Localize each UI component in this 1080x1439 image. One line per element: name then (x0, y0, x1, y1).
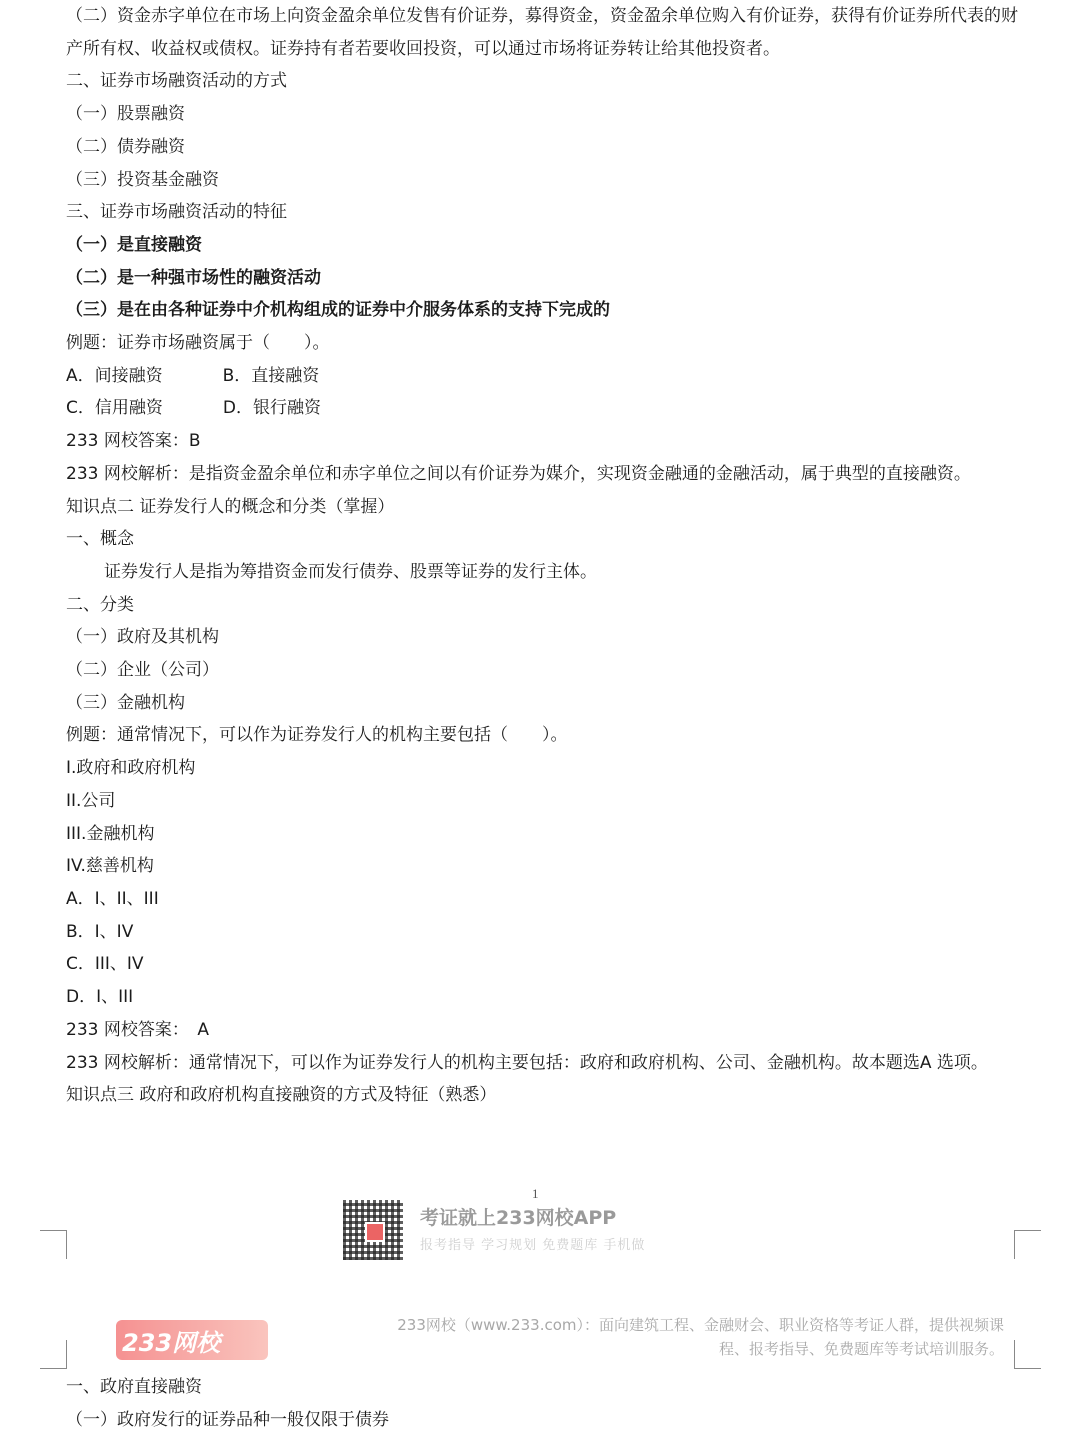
option: C．III、IV (66, 954, 144, 975)
option: A．I、II、III (66, 888, 159, 909)
heading: 二、证券市场融资活动的方式 (66, 71, 287, 92)
list-item: （三）是在由各种证券中介机构组成的证券中介服务体系的支持下完成的 (66, 300, 610, 321)
option-row (66, 360, 1026, 393)
explanation: 233 网校解析：是指资金盈余单位和赤字单位之间以有价证券为媒介，实现资金融通的金融活动，属于典型的直接融资。 (66, 463, 971, 484)
list-item: （二）债券融资 (66, 136, 185, 157)
list-item: （一）政府及其机构 (66, 627, 219, 648)
option: B．I、IV (66, 921, 134, 942)
brand-logo: 233网校 (116, 1320, 268, 1360)
explanation: 233 网校解析：通常情况下，可以作为证券发行人的机构主要包括：政府和政府机构、公司、金融机构。故本题选A 选项。 (66, 1052, 988, 1073)
section-title: 知识点三 政府和政府机构直接融资的方式及特征（熟悉） (66, 1085, 497, 1106)
answer: 233 网校答案：B (66, 431, 201, 452)
list-item: （二）企业（公司） (66, 660, 219, 681)
example-question: 例题：证券市场融资属于（ ）。 (66, 333, 330, 354)
heading: 二、分类 (66, 594, 134, 615)
option: A．间接融资 (66, 365, 163, 386)
option: C．信用融资 (66, 398, 163, 419)
crop-mark (40, 1340, 67, 1369)
list-item: （一）是直接融资 (66, 234, 202, 255)
option: D．I、III (66, 987, 134, 1008)
app-promo-title: 考证就上233网校APP (420, 1207, 617, 1229)
heading: 一、政府直接融资 (66, 1377, 202, 1397)
option-row (66, 392, 1026, 425)
list-item: （三）金融机构 (66, 692, 185, 713)
statement: III.金融机构 (66, 823, 155, 844)
footer-site-description: 233网校（www.233.com）：面向建筑工程、金融财会、职业资格等考证人群，提供视频课程、报考指导、免费题库等考试培训服务。 (397, 1316, 1004, 1358)
statement: I.政府和政府机构 (66, 758, 196, 779)
app-promo-subtitle: 报考指导 学习规划 免费题库 手机做 (420, 1238, 646, 1253)
list-item: （一）股票融资 (66, 104, 185, 125)
statement: II.公司 (66, 790, 116, 811)
qr-code-icon (343, 1200, 403, 1260)
option: D．银行融资 (222, 398, 321, 419)
option: B．直接融资 (222, 365, 320, 386)
example-question: 例题：通常情况下，可以作为证券发行人的机构主要包括（ ）。 (66, 725, 568, 746)
page-number: 1 (532, 1186, 539, 1201)
document-page-2 (66, 1371, 1026, 1436)
crop-mark (1014, 1340, 1041, 1369)
list-item: （二）是一种强市场性的融资活动 (66, 267, 321, 288)
list-item: （三）投资基金融资 (66, 169, 219, 190)
heading: 一、概念 (66, 529, 134, 550)
document-page-1 (66, 0, 1026, 1112)
statement: IV.慈善机构 (66, 856, 154, 877)
heading: 三、证券市场融资活动的特征 (66, 202, 287, 223)
paragraph: （二）资金赤字单位在市场上向资金盈余单位发售有价证券，募得资金，资金盈余单位购入有价证券，获得有价证券所代表的财产所有权、收益权或债权。证券持有者若要收回投资，可以通过市场将证券转让给其他投资者。 (66, 6, 1018, 59)
crop-mark (1014, 1230, 1041, 1259)
answer: 233 网校答案： A (66, 1019, 209, 1040)
list-item: （一）政府发行的证券品种一般仅限于债券 (66, 1409, 389, 1430)
section-title: 知识点二 证券发行人的概念和分类（掌握） (66, 496, 395, 517)
crop-mark (40, 1230, 67, 1259)
paragraph: 证券发行人是指为筹措资金而发行债券、股票等证券的发行主体。 (104, 561, 597, 582)
